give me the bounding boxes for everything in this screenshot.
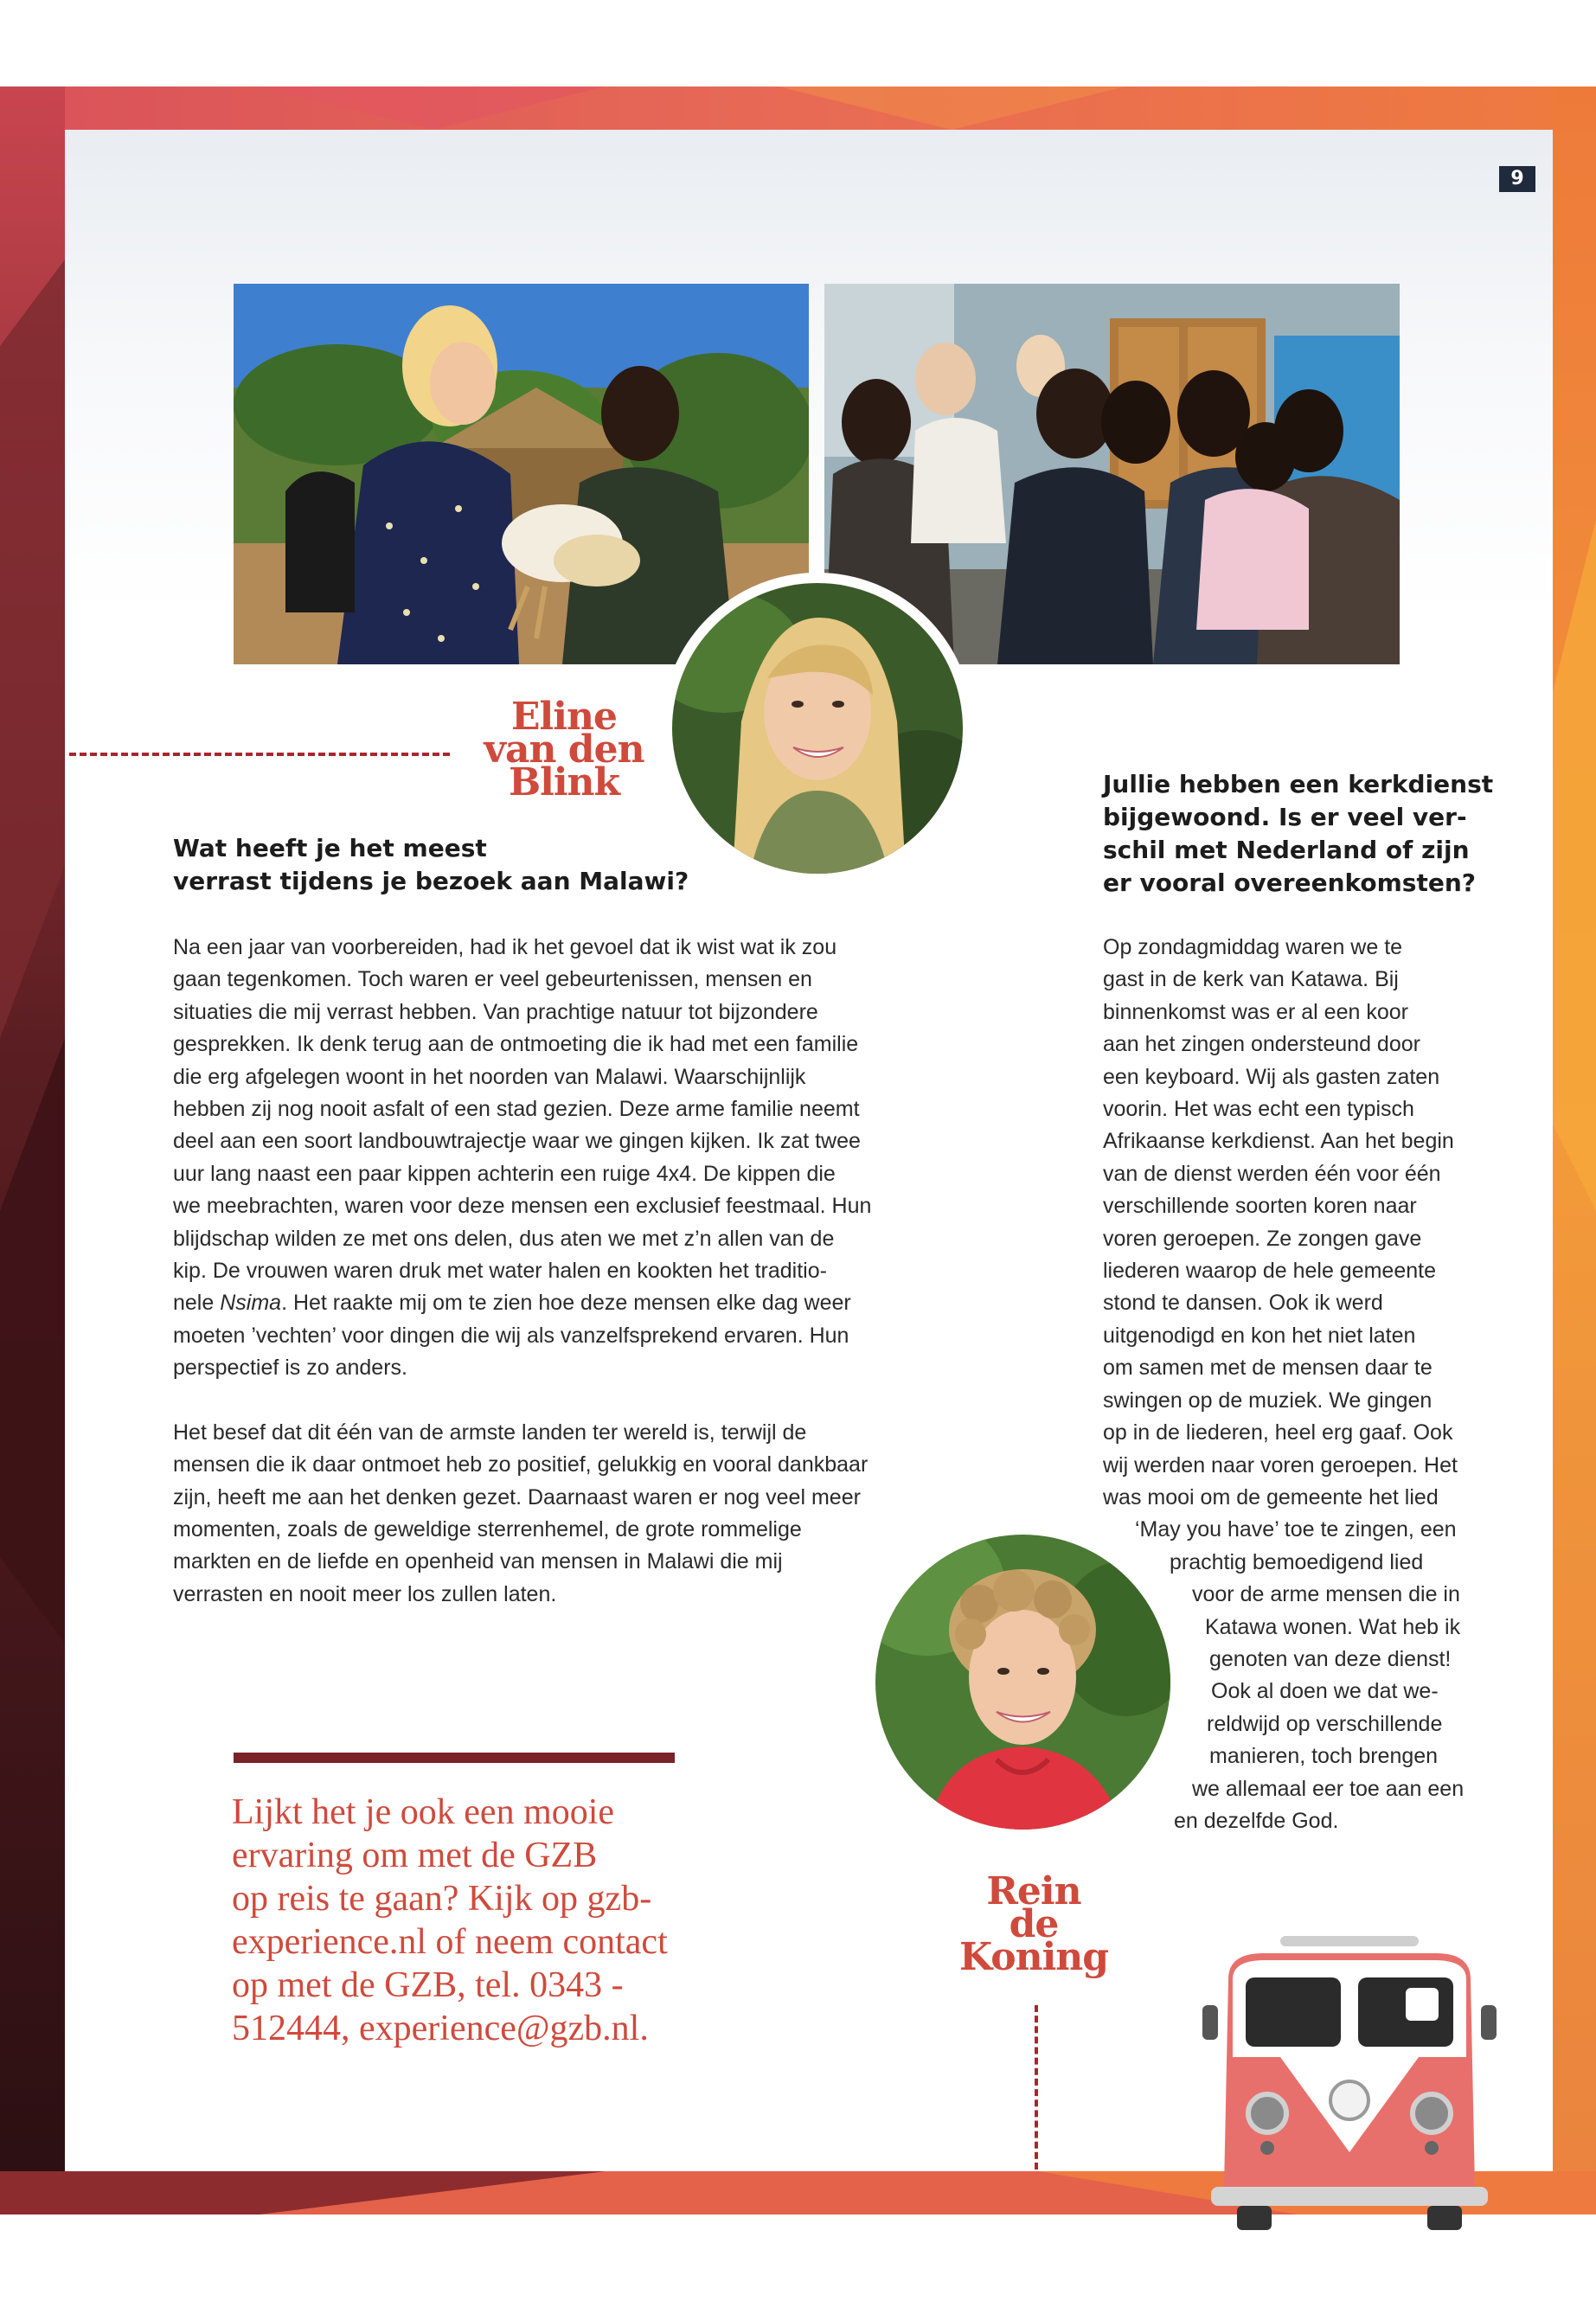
rein-name-line-2: de bbox=[1009, 1902, 1059, 1946]
cta-line: ervaring om met de GZB bbox=[232, 1836, 598, 1875]
rein-answer bbox=[0, 932, 1596, 1837]
text-line: gesprekken. Ik denk terug aan de ontmoeting die ik had met een familie bbox=[173, 1032, 859, 1057]
text-line: voorin. Het was echt een typisch bbox=[1103, 1097, 1414, 1122]
cta-line: experience.nl of neem contact bbox=[232, 1922, 668, 1962]
text-line: we meebrachten, waren voor deze mensen een exclusief feestmaal. Hun bbox=[173, 1194, 872, 1219]
text-line: om samen met de mensen daar te bbox=[1103, 1356, 1433, 1381]
eline-name bbox=[460, 695, 668, 804]
rein-question bbox=[1103, 768, 1518, 900]
rein-question-line: er vooral overeenkomsten? bbox=[1103, 868, 1477, 897]
rein-dashed-line bbox=[1035, 2005, 1038, 2170]
bus-headlight-left bbox=[1248, 2094, 1286, 2132]
rein-question-line: bijgewoond. Is er veel ver- bbox=[1103, 803, 1467, 831]
text-line: aan het zingen ondersteund door bbox=[1103, 1032, 1420, 1057]
text-fragment: . Het raakte mij om te zien hoe deze mensen elke dag weer bbox=[281, 1291, 851, 1316]
eline-name-line-3: Blink bbox=[508, 760, 620, 804]
text-line: uitgenodigd en kon het niet laten bbox=[1103, 1323, 1416, 1348]
text-line: gast in de kerk van Katawa. Bij bbox=[1103, 967, 1399, 992]
text-line: en dezelfde God. bbox=[1174, 1808, 1339, 1833]
bus-mirror-left bbox=[1202, 2005, 1218, 2040]
text-line: blijdschap wilden ze met ons delen, dus aten we met z’n allen van de bbox=[173, 1226, 835, 1251]
text-line: swingen op de muziek. We gingen bbox=[1103, 1388, 1433, 1413]
text-line: momenten, zoals de geweldige sterrenhemel, de grote rommelige bbox=[173, 1516, 802, 1541]
text-line: voor de arme mensen die in bbox=[1192, 1582, 1460, 1607]
eline-name-line-1: Eline bbox=[511, 695, 617, 739]
page-number: 9 bbox=[1499, 166, 1535, 192]
text-line: een keyboard. Wij als gasten zaten bbox=[1103, 1064, 1440, 1089]
rein-name-line-1: Rein bbox=[986, 1869, 1081, 1913]
text-line: moeten ’vechten’ voor dingen die wij als vanzelfsprekend ervaren. Hun bbox=[173, 1323, 849, 1348]
eline-question-line: verrast tijdens je bezoek aan Malawi? bbox=[173, 867, 689, 895]
rein-question-line: schil met Nederland of zijn bbox=[1103, 836, 1470, 864]
eline-question bbox=[173, 832, 709, 898]
call-to-action bbox=[232, 1791, 716, 2050]
text-line: genoten van deze dienst! bbox=[1209, 1646, 1452, 1671]
text-line: wij werden naar voren geroepen. Het bbox=[1103, 1452, 1458, 1477]
eline-dashed-line bbox=[69, 753, 450, 756]
text-line: gaan tegenkomen. Toch waren er veel gebeurtenissen, mensen en bbox=[173, 967, 812, 992]
text-line: markten en de liefde en openheid van mensen in Malawi die mij bbox=[173, 1549, 783, 1574]
cta-line: op reis te gaan? Kijk op gzb- bbox=[232, 1879, 652, 1919]
text-line: liederen waarop de hele gemeente bbox=[1103, 1259, 1436, 1284]
bus-emblem bbox=[1330, 2081, 1368, 2119]
text-line: Op zondagmiddag waren we te bbox=[1103, 935, 1403, 959]
rein-question-line: Jullie hebben een kerkdienst bbox=[1103, 770, 1494, 798]
bus-wheel-left bbox=[1237, 2206, 1272, 2230]
text-line: die erg afgelegen woont in het noorden van Malawi. Waarschijnlijk bbox=[173, 1064, 806, 1089]
cta-line: Lijkt het je ook een mooie bbox=[232, 1792, 615, 1832]
text-line: Na een jaar van voorbereiden, had ik het gevoel dat ik wist wat ik zou bbox=[173, 935, 837, 959]
text-line: verschillende soorten koren naar bbox=[1103, 1194, 1417, 1219]
eline-question-line: Wat heeft je het meest bbox=[173, 834, 487, 862]
text-line: hebben zij nog nooit asfalt of een stad gezien. Deze arme familie neemt bbox=[173, 1097, 860, 1122]
text-line: prachtig bemoedigend lied bbox=[1170, 1549, 1424, 1574]
text-line: perspectief is zo anders. bbox=[173, 1356, 407, 1381]
bus-headlight-right bbox=[1413, 2094, 1451, 2132]
text-line: was mooi om de gemeente het lied bbox=[1103, 1484, 1439, 1509]
vw-bus-illustration bbox=[1185, 1927, 1514, 2239]
text-line: Het besef dat dit één van de armste landen ter wereld is, terwijl de bbox=[173, 1420, 807, 1445]
bus-bumper bbox=[1211, 2187, 1488, 2206]
text-line: op in de liederen, heel erg gaaf. Ook bbox=[1103, 1420, 1453, 1445]
bus-indicator-right bbox=[1425, 2141, 1439, 2155]
nsima-word: Nsima bbox=[220, 1291, 282, 1316]
text-line: stond te dansen. Ook ik werd bbox=[1103, 1291, 1383, 1316]
text-line: situaties die mij verrast hebben. Van prachtige natuur tot bijzondere bbox=[173, 999, 818, 1024]
rein-name-line-3: Koning bbox=[958, 1935, 1109, 1979]
text-line: van de dienst werden één voor één bbox=[1103, 1161, 1441, 1186]
bus-window-reflection bbox=[1406, 1988, 1439, 2021]
cta-line: 512444, experience@gzb.nl. bbox=[232, 2009, 649, 2048]
text-line: uur lang naast een paar kippen achterin een ruige 4x4. De kippen die bbox=[173, 1161, 836, 1186]
text-line: we allemaal eer toe aan een bbox=[1192, 1776, 1465, 1801]
portrait-rein bbox=[865, 1524, 1181, 1840]
text-line: deel aan een soort landbouwtrajectje waar we gingen kijken. Ik zat twee bbox=[173, 1129, 861, 1154]
text-line: Katawa wonen. Wat heb ik bbox=[1205, 1614, 1461, 1639]
rein-name bbox=[934, 1869, 1133, 1979]
text-line: verrasten en nooit meer los zullen laten. bbox=[173, 1581, 557, 1606]
eline-name-line-2: van den bbox=[484, 727, 644, 772]
text-line: binnenkomst was er al een koor bbox=[1103, 999, 1408, 1024]
text-line: voren geroepen. Ze zongen gave bbox=[1103, 1226, 1422, 1251]
bus-mirror-right bbox=[1481, 2005, 1497, 2040]
text-line: Afrikaanse kerkdienst. Aan het begin bbox=[1103, 1129, 1454, 1154]
text-line: ‘May you have’ toe te zingen, een bbox=[1135, 1517, 1457, 1542]
text-line: kip. De vrouwen waren druk met water halen en kookten het traditio- bbox=[173, 1259, 827, 1284]
cta-divider bbox=[234, 1753, 675, 1763]
text-line: reldwijd op verschillende bbox=[1207, 1711, 1443, 1736]
text-line: manieren, toch brengen bbox=[1209, 1744, 1439, 1769]
bus-roof-rack bbox=[1280, 1936, 1419, 1946]
text-line: Ook al doen we dat we- bbox=[1211, 1679, 1439, 1704]
text-fragment: nele bbox=[173, 1291, 221, 1316]
text-line: mensen die ik daar ontmoet heb zo positief, gelukkig en vooral dankbaar bbox=[173, 1452, 869, 1477]
text-line: zijn, heeft me aan het denken gezet. Daarnaast waren er nog veel meer bbox=[173, 1484, 861, 1509]
bus-indicator-left bbox=[1260, 2141, 1274, 2155]
bus-windshield-left bbox=[1246, 1977, 1341, 2047]
bus-wheel-right bbox=[1427, 2206, 1462, 2230]
cta-line: op met de GZB, tel. 0343 - bbox=[232, 1965, 624, 2005]
